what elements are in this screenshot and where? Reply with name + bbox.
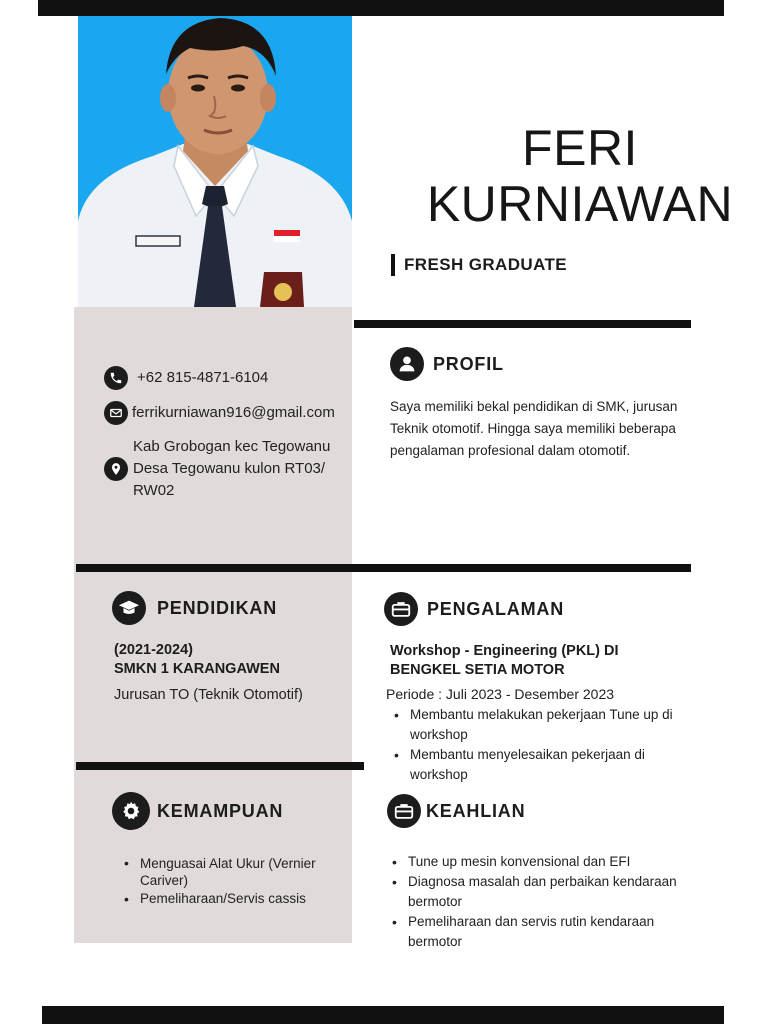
gear-icon [112,792,150,830]
mail-icon [104,401,128,425]
top-bar [38,0,724,16]
education-heading [112,591,277,625]
list-item: • Diagnosa masalah dan perbaikan kendaraan bermotor [390,872,700,912]
profile-heading [390,347,504,381]
skills-heading [387,794,525,828]
profile-title: PROFIL [433,353,504,374]
phone-icon [104,366,128,390]
experience-heading [384,592,564,626]
divider [354,320,691,328]
address-text: Kab Grobogan kec Tegowanu Desa Tegowanu kulon RT03/ RW02 [133,438,331,499]
person-name [400,120,760,232]
skills-title: KEAHLIAN [426,800,526,821]
abilities-list [122,855,347,909]
divider [76,762,364,770]
list-item: • Membantu menyelesaikan pekerjaan di workshop [392,745,702,785]
education-school: SMKN 1 KARANGAWEN [114,661,280,677]
abilities-heading [112,792,283,830]
user-icon [390,347,424,381]
list-item: • Menguasai Alat Ukur (Vernier Cariver) [122,855,347,889]
graduation-cap-icon [112,591,146,625]
list-item: • Membantu melakukan pekerjaan Tune up di workshop [392,705,702,745]
briefcase-icon [384,592,418,626]
location-pin-icon [104,457,128,481]
contact-phone [104,366,268,390]
list-item: • Pemeliharaan/Servis cassis [122,889,347,909]
education-years: (2021-2024) [114,642,193,658]
name-line-1: FERI [522,120,638,176]
profile-photo [78,16,352,307]
list-item: • Tune up mesin konvensional dan EFI [390,852,700,872]
phone-number: +62 815-4871-6104 [137,369,269,386]
list-item: • Pemeliharaan dan servis rutin kendaraan bermotor [390,912,700,952]
experience-period: Periode : Juli 2023 - Desember 2023 [386,686,615,702]
experience-list [392,705,702,785]
bottom-bar [42,1006,724,1024]
abilities-title: KEMAMPUAN [157,800,284,821]
contact-email [104,401,335,425]
name-line-2: KURNIAWAN [426,176,734,232]
experience-title: PENGALAMAN [427,598,564,619]
job-title: FRESH GRADUATE [391,254,567,276]
email-address: ferrikurniawan916@gmail.com [132,404,335,421]
experience-role: Workshop - Engineering (PKL) DI [390,643,619,659]
experience-company: BENGKEL SETIA MOTOR [390,662,565,678]
briefcase-icon [387,794,421,828]
education-major: Jurusan TO (Teknik Otomotif) [114,687,303,703]
skills-list [390,852,700,952]
education-title: PENDIDIKAN [157,597,278,618]
contact-address [104,436,358,502]
divider [76,564,691,572]
profile-text: Saya memiliki bekal pendidikan di SMK, jurusan Teknik otomotif. Hingga saya memiliki beberapa pengalaman profesional dalam otomotif. [390,399,678,458]
